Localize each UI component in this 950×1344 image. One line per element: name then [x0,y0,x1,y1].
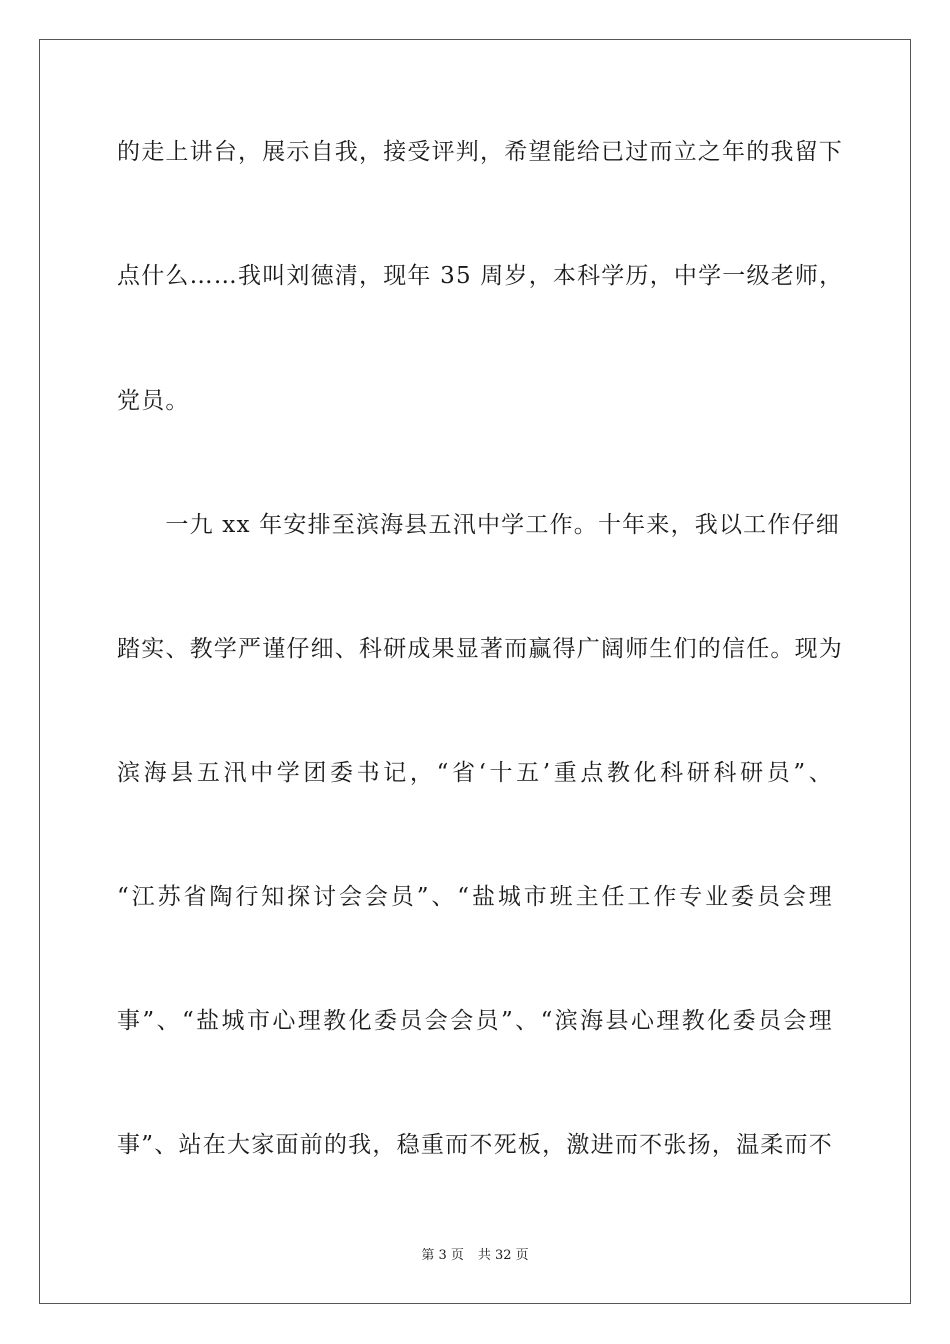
page-footer [0,1248,950,1264]
text-line: 党员。 [117,388,190,414]
text-line: “江苏省陶行知探讨会会员”、“盐城市班主任工作专业委员会理 [117,884,833,910]
text-line: 踏实、教学严谨仔细、科研成果显著而赢得广阔师生们的信任。现为 [117,636,843,662]
text-line: 事”、“盐城市心理教化委员会会员”、“滨海县心理教化委员会理 [117,1008,833,1034]
text-line: 滨海县五汛中学团委书记，“省‘十五’重点教化科研科研员”、 [117,760,833,786]
page-number: 第 3 页 [421,1248,464,1263]
text-line: 一九 xx 年安排至滨海县五汛中学工作。十年来，我以工作仔细 [117,512,840,538]
text-line: 点什么……我叫刘德清，现年 35 周岁，本科学历，中学一级老师， [117,263,844,289]
text-line: 事”、站在大家面前的我，稳重而不死板，激进而不张扬，温柔而不 [117,1132,833,1158]
text-line: 的走上讲台，展示自我，接受评判，希望能给已过而立之年的我留下 [117,139,843,165]
page-border [39,39,911,1304]
page-total: 共 32 页 [477,1248,529,1263]
